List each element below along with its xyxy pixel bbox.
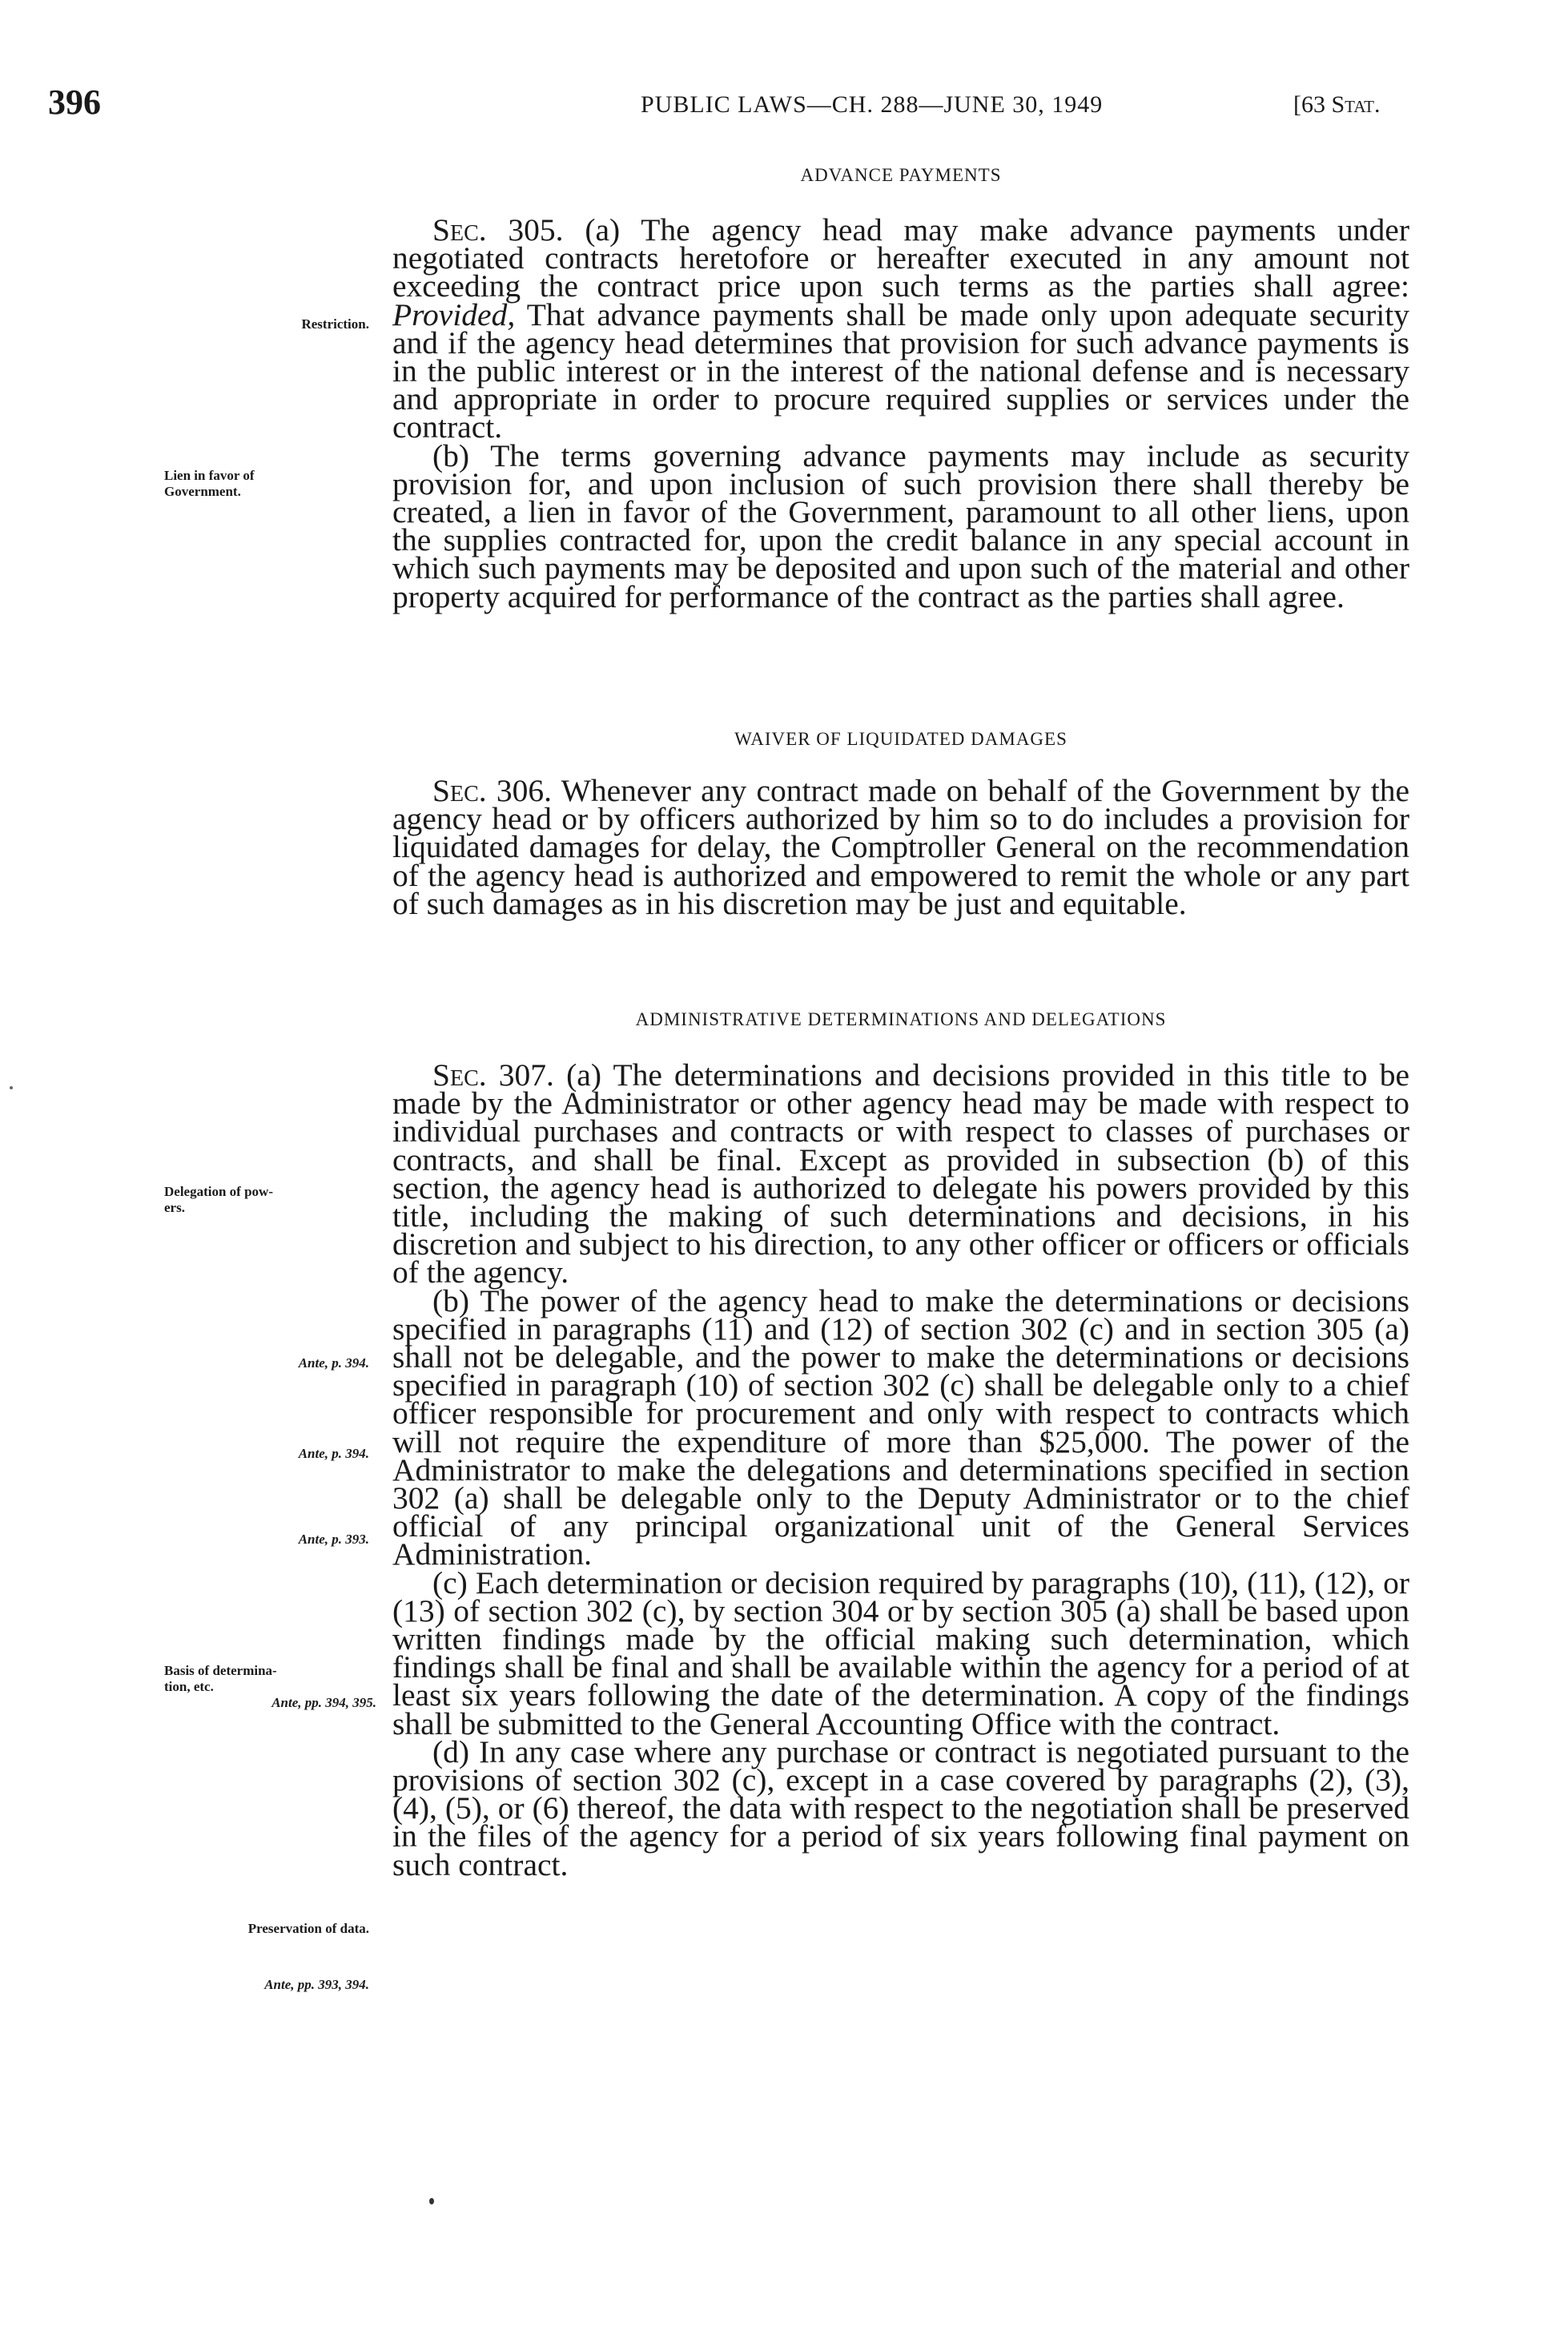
margin-note-ante-394-b: Ante, p. 394. [298, 1446, 369, 1461]
section-306-heading: WAIVER OF LIQUIDATED DAMAGES [734, 729, 1067, 749]
margin-note-line: Basis of determina- [164, 1663, 277, 1678]
margin-note-delegation [164, 1184, 376, 1216]
paragraph-text: (a) The agency head may make advance payments under negotiated contracts heretofore or hereafter executed in any amount not exceeding the contract price upon such terms as the parties shall agree: [392, 212, 1409, 304]
margin-note-ante-393: Ante, p. 393. [298, 1532, 369, 1547]
margin-note-preservation: Preservation of data. [247, 1921, 369, 1936]
section-label: Sec. 306. [432, 773, 553, 808]
margin-note-line: tion, etc. [164, 1679, 214, 1694]
section-306 [392, 729, 1409, 750]
section-305-b: (b) The terms governing advance payments may include as security provision for, and upon inclusion of such provision there shall thereby be created, a lien in favor of the Government, paramount to all other liens, upon the supplies contracted for, upon the credit balance in any special account in which such payments may be deposited and upon such of the material and other property acquired for performance of the contract as the parties shall agree. [392, 437, 1409, 614]
section-307-a [392, 1057, 1409, 1290]
margin-note-lien [164, 468, 376, 500]
margin-note-line: Delegation of pow- [164, 1184, 273, 1199]
section-label: Sec. 307. [432, 1057, 554, 1093]
volume-reference: [63 Stat. [1293, 91, 1381, 118]
section-307-b: (b) The power of the agency head to make the determinations or decisions specified in paragraphs (11) and (12) of section 302 (c) and in section 305 (a) shall not be delegable, and the power to make the determinations or decisions specified in paragraph (10) of section 302 (c) shall be delegable only to a chief officer responsible for procurement and only with respect to contracts which will not require the expenditure of more than $25,000. The power of the Administrator to make the delegations and determinations specified in section 302 (a) shall be delegable only to the Deputy Administrator or to the chief official of any principal organizational unit of the General Services Administration. [392, 1282, 1409, 1572]
margin-note-line: Government. [164, 484, 241, 499]
margin-note-line: Lien in favor of [164, 468, 255, 483]
section-305-heading: ADVANCE PAYMENTS [800, 165, 1002, 185]
section-305-body [392, 212, 1409, 614]
paragraph-text: (a) The determinations and decisions provided in this title to be made by the Administrator or other agency head may be made with respect to individual purchases and contracts or with respect to classes of purchases or contracts, and shall be final. Except as provided in subsection (b) of this section, the agency head is authorized to delegate his powers provided by this title, including the making of such determinations and decisions, in his discretion and subject to his direction, to any other officer or officers or officials of the agency. [392, 1057, 1409, 1290]
paragraph-text: That advance payments shall be made only upon adequate security and if the agency head determines that provision for such advance payments is in the public interest or in the interest of the national defense and is necessary and appropriate in order to procure required supplies or services under the contract. [392, 296, 1409, 445]
page-number: 396 [48, 83, 101, 122]
section-label: Sec. 305. [432, 212, 564, 248]
page-header [48, 82, 1409, 122]
margin-note-ante-393-394: Ante, pp. 393, 394. [264, 1977, 369, 1992]
print-speck [429, 2198, 434, 2204]
section-306-body [392, 773, 1409, 921]
section-307-d: (d) In any case where any purchase or contract is negotiated pursuant to the provisions of section 302 (c), except in a case covered by paragraphs (2), (3), (4), (5), or (6) thereof, the data with respect to the negotiation shall be preserved in the files of the agency for a period of six years following final payment on such contract. [392, 1733, 1409, 1882]
margin-note-ante-394-395: Ante, pp. 394, 395. [271, 1695, 376, 1710]
section-307-heading: ADMINISTRATIVE DETERMINATIONS AND DELEGATIONS [635, 1009, 1167, 1029]
section-307-c: (c) Each determination or decision required by paragraphs (10), (11), (12), or (13) of section 302 (c), by section 304 or by section 305 (a) shall be based upon written findings made by the official making such determination, which findings shall be final and shall be available within the agency for a period of at least six years following the date of the determination. A copy of the findings shall be submitted to the General Accounting Office with the contract. [392, 1564, 1409, 1741]
proviso-word: Provided, [392, 296, 516, 332]
paragraph-text: Whenever any contract made on behalf of the Government by the agency head or by officers authorized by him so to do includes a provision for liquidated damages for delay, the Comptroller General on the recommendation of the agency head is authorized and empowered to remit the whole or any part of such damages as in his discretion may be just and equitable. [392, 773, 1409, 921]
print-speck [10, 1086, 13, 1089]
section-306-text [392, 773, 1409, 921]
section-305 [392, 165, 1409, 186]
margin-note-line: ers. [164, 1200, 185, 1215]
section-307 [392, 1009, 1409, 1030]
section-307-body [392, 1057, 1409, 1882]
margin-note-basis [164, 1663, 376, 1711]
margin-note-restriction: Restriction. [301, 316, 369, 332]
margin-note-ante-394-a: Ante, p. 394. [298, 1355, 369, 1371]
section-305-a [392, 212, 1409, 445]
running-head: PUBLIC LAWS—CH. 288—JUNE 30, 1949 [641, 91, 1104, 118]
